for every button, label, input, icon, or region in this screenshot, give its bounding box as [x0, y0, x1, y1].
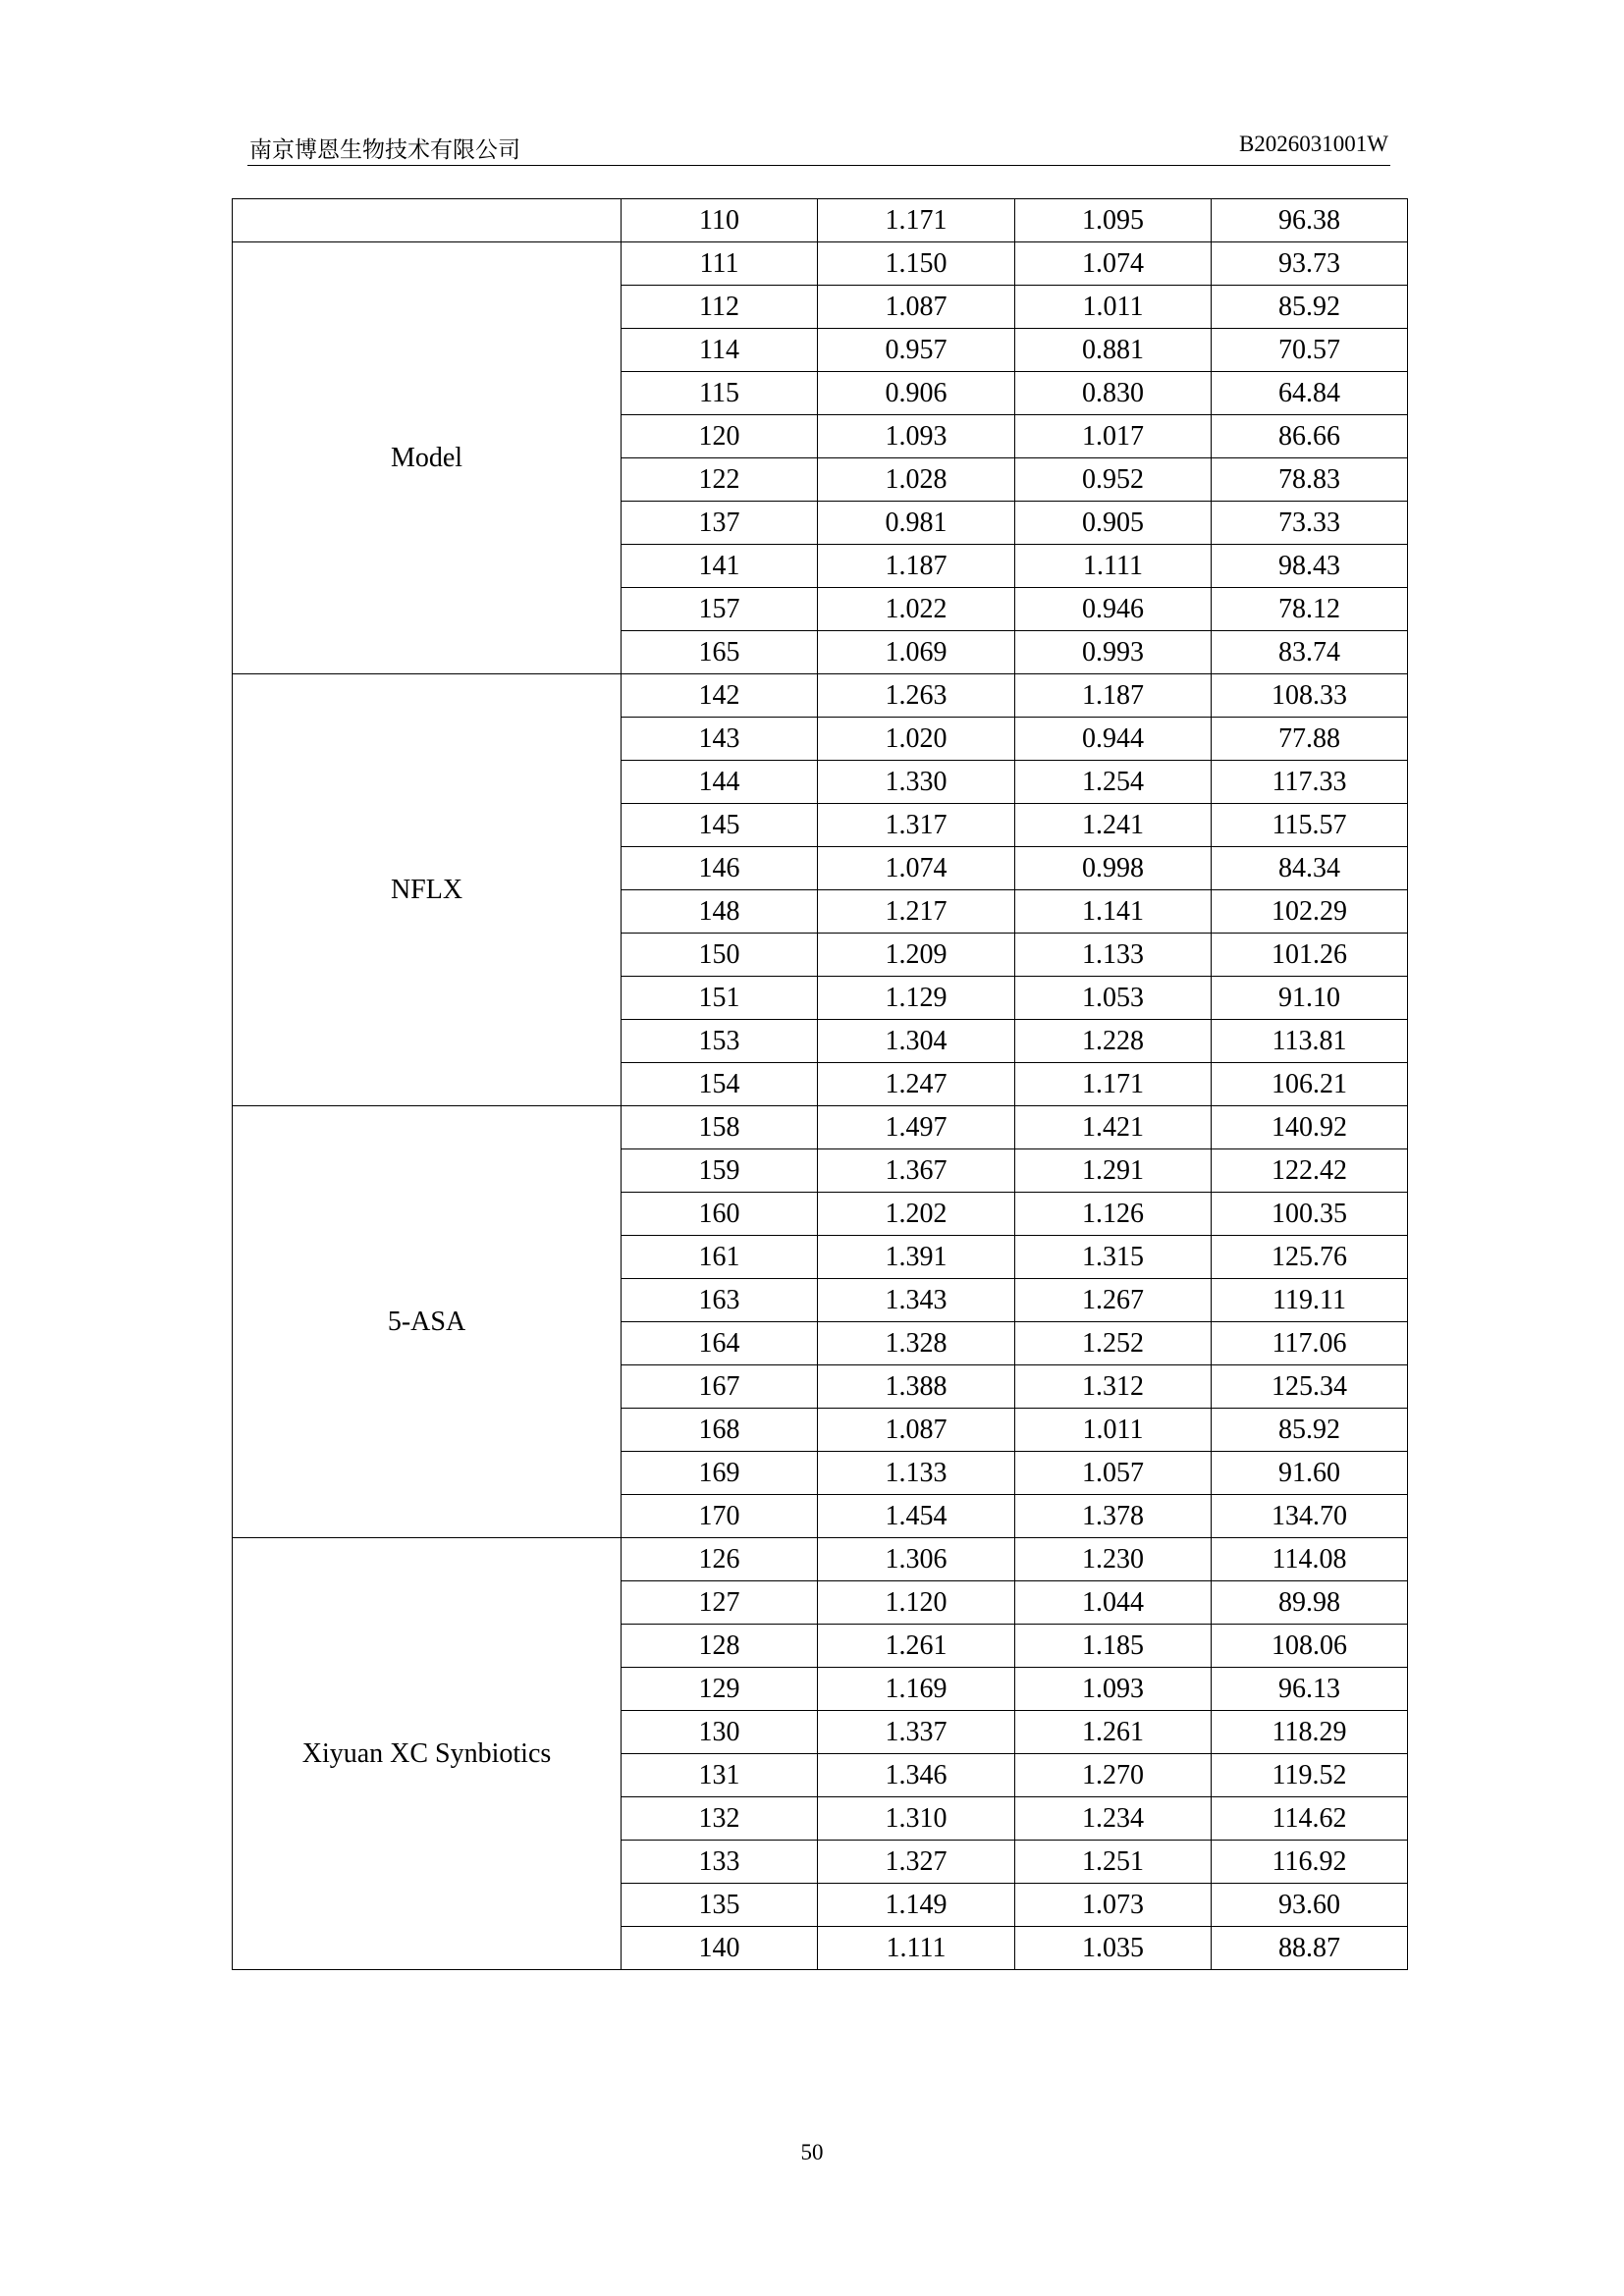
- table-cell: 1.346: [818, 1754, 1015, 1797]
- table-cell: 161: [622, 1236, 818, 1279]
- table-cell: 141: [622, 545, 818, 588]
- table-cell: 0.981: [818, 502, 1015, 545]
- table-cell: 89.98: [1212, 1581, 1408, 1625]
- table-cell: 146: [622, 847, 818, 890]
- table-cell: 125.34: [1212, 1365, 1408, 1409]
- table-cell: 112: [622, 286, 818, 329]
- page-number: 50: [800, 2140, 824, 2164]
- table-cell: 154: [622, 1063, 818, 1106]
- table-cell: 168: [622, 1409, 818, 1452]
- table-cell: 1.230: [1015, 1538, 1212, 1581]
- table-cell: 170: [622, 1495, 818, 1538]
- table-cell: 108.06: [1212, 1625, 1408, 1668]
- table-cell: 1.011: [1015, 286, 1212, 329]
- table-cell: 115: [622, 372, 818, 415]
- group-label-cell: Model: [233, 242, 622, 674]
- table-cell: 101.26: [1212, 934, 1408, 977]
- table-row: [233, 1106, 1408, 1149]
- table-cell: 78.83: [1212, 458, 1408, 502]
- table-cell: 134.70: [1212, 1495, 1408, 1538]
- document-code: B2026031001W: [1238, 132, 1388, 156]
- table-cell: 1.328: [818, 1322, 1015, 1365]
- table-cell: 0.998: [1015, 847, 1212, 890]
- table-cell: 158: [622, 1106, 818, 1149]
- table-cell: 145: [622, 804, 818, 847]
- table-cell: 1.133: [1015, 934, 1212, 977]
- table-cell: 91.60: [1212, 1452, 1408, 1495]
- table-cell: 129: [622, 1668, 818, 1711]
- table-cell: 0.830: [1015, 372, 1212, 415]
- table-cell: 1.378: [1015, 1495, 1212, 1538]
- table-cell: 1.044: [1015, 1581, 1212, 1625]
- table-cell: 106.21: [1212, 1063, 1408, 1106]
- company-name: 南京博恩生物技术有限公司: [249, 137, 520, 162]
- table-cell: 1.254: [1015, 761, 1212, 804]
- table-cell: 0.944: [1015, 718, 1212, 761]
- table-cell: 102.29: [1212, 890, 1408, 934]
- table-cell: 159: [622, 1149, 818, 1193]
- table-cell: 70.57: [1212, 329, 1408, 372]
- table-cell: 117.33: [1212, 761, 1408, 804]
- table-cell: 1.111: [1015, 545, 1212, 588]
- table-cell: 150: [622, 934, 818, 977]
- table-cell: 0.952: [1015, 458, 1212, 502]
- table-cell: 126: [622, 1538, 818, 1581]
- table-cell: 1.367: [818, 1149, 1015, 1193]
- table-cell: 165: [622, 631, 818, 674]
- table-cell: 122: [622, 458, 818, 502]
- group-label-cell: 5-ASA: [233, 1106, 622, 1538]
- table-cell: 0.993: [1015, 631, 1212, 674]
- table-cell: 64.84: [1212, 372, 1408, 415]
- table-cell: 1.306: [818, 1538, 1015, 1581]
- table-cell: 1.133: [818, 1452, 1015, 1495]
- table-cell: 1.388: [818, 1365, 1015, 1409]
- table-cell: 1.126: [1015, 1193, 1212, 1236]
- table-cell: 1.011: [1015, 1409, 1212, 1452]
- table-cell: 1.028: [818, 458, 1015, 502]
- table-cell: 143: [622, 718, 818, 761]
- table-row: [233, 674, 1408, 718]
- table-cell: 96.13: [1212, 1668, 1408, 1711]
- table-cell: 151: [622, 977, 818, 1020]
- table-cell: 1.035: [1015, 1927, 1212, 1970]
- table-cell: 1.391: [818, 1236, 1015, 1279]
- table-cell: 1.330: [818, 761, 1015, 804]
- table-cell: 93.60: [1212, 1884, 1408, 1927]
- table-cell: 119.11: [1212, 1279, 1408, 1322]
- table-cell: 1.187: [1015, 674, 1212, 718]
- table-cell: 1.171: [1015, 1063, 1212, 1106]
- table-cell: 88.87: [1212, 1927, 1408, 1970]
- table-cell: 84.34: [1212, 847, 1408, 890]
- table-row: [233, 242, 1408, 286]
- table-cell: 144: [622, 761, 818, 804]
- table-cell: 1.202: [818, 1193, 1015, 1236]
- table-cell: 1.053: [1015, 977, 1212, 1020]
- table-cell: 1.234: [1015, 1797, 1212, 1841]
- table-cell: 110: [622, 199, 818, 242]
- table-cell: 1.241: [1015, 804, 1212, 847]
- table-cell: 1.120: [818, 1581, 1015, 1625]
- table-cell: 122.42: [1212, 1149, 1408, 1193]
- table-cell: 1.069: [818, 631, 1015, 674]
- table-cell: 1.312: [1015, 1365, 1212, 1409]
- table-cell: 1.187: [818, 545, 1015, 588]
- table-cell: 132: [622, 1797, 818, 1841]
- table-cell: 108.33: [1212, 674, 1408, 718]
- table-cell: 1.209: [818, 934, 1015, 977]
- table-cell: 85.92: [1212, 1409, 1408, 1452]
- table-cell: 1.252: [1015, 1322, 1212, 1365]
- table-cell: 0.946: [1015, 588, 1212, 631]
- table-cell: 1.111: [818, 1927, 1015, 1970]
- table-cell: 157: [622, 588, 818, 631]
- table-cell: 1.022: [818, 588, 1015, 631]
- table-cell: 116.92: [1212, 1841, 1408, 1884]
- table-cell: 0.957: [818, 329, 1015, 372]
- table-cell: 1.497: [818, 1106, 1015, 1149]
- table-cell: 1.141: [1015, 890, 1212, 934]
- table-cell: 140.92: [1212, 1106, 1408, 1149]
- table-cell: 142: [622, 674, 818, 718]
- table-cell: 78.12: [1212, 588, 1408, 631]
- table-cell: 1.093: [818, 415, 1015, 458]
- page-header: [247, 132, 1390, 166]
- table-cell: 1.310: [818, 1797, 1015, 1841]
- table-cell: 118.29: [1212, 1711, 1408, 1754]
- table-cell: 1.261: [818, 1625, 1015, 1668]
- table-cell: 169: [622, 1452, 818, 1495]
- table-cell: 137: [622, 502, 818, 545]
- table-cell: 1.317: [818, 804, 1015, 847]
- table-cell: 115.57: [1212, 804, 1408, 847]
- table-cell: 1.315: [1015, 1236, 1212, 1279]
- table-cell: 114.08: [1212, 1538, 1408, 1581]
- table-cell: 0.905: [1015, 502, 1212, 545]
- table-cell: 96.38: [1212, 199, 1408, 242]
- table-cell: 1.129: [818, 977, 1015, 1020]
- table-cell: 131: [622, 1754, 818, 1797]
- table-cell: 1.017: [1015, 415, 1212, 458]
- table-cell: 111: [622, 242, 818, 286]
- group-label-cell: Xiyuan XC Synbiotics: [233, 1538, 622, 1970]
- table-cell: 1.261: [1015, 1711, 1212, 1754]
- table-cell: 1.270: [1015, 1754, 1212, 1797]
- table-cell: 127: [622, 1581, 818, 1625]
- table-cell: 167: [622, 1365, 818, 1409]
- table-cell: 153: [622, 1020, 818, 1063]
- table-cell: 135: [622, 1884, 818, 1927]
- table-cell: 1.057: [1015, 1452, 1212, 1495]
- data-table-body: [233, 199, 1408, 1970]
- group-label-cell: NFLX: [233, 674, 622, 1106]
- table-cell: 73.33: [1212, 502, 1408, 545]
- table-cell: 91.10: [1212, 977, 1408, 1020]
- table-cell: 1.247: [818, 1063, 1015, 1106]
- table-cell: 1.169: [818, 1668, 1015, 1711]
- table-cell: 1.304: [818, 1020, 1015, 1063]
- table-cell: 1.093: [1015, 1668, 1212, 1711]
- table-cell: 93.73: [1212, 242, 1408, 286]
- table-cell: 1.185: [1015, 1625, 1212, 1668]
- table-cell: 140: [622, 1927, 818, 1970]
- table-cell: 1.150: [818, 242, 1015, 286]
- table-cell: 0.881: [1015, 329, 1212, 372]
- table-cell: 85.92: [1212, 286, 1408, 329]
- group-label-cell: [233, 199, 622, 242]
- table-cell: 163: [622, 1279, 818, 1322]
- table-cell: 98.43: [1212, 545, 1408, 588]
- table-cell: 130: [622, 1711, 818, 1754]
- table-cell: 1.020: [818, 718, 1015, 761]
- table-cell: 1.217: [818, 890, 1015, 934]
- table-cell: 160: [622, 1193, 818, 1236]
- table-cell: 1.454: [818, 1495, 1015, 1538]
- table-cell: 148: [622, 890, 818, 934]
- table-cell: 120: [622, 415, 818, 458]
- table-cell: 1.228: [1015, 1020, 1212, 1063]
- table-cell: 1.095: [1015, 199, 1212, 242]
- table-cell: 1.074: [818, 847, 1015, 890]
- table-cell: 1.087: [818, 1409, 1015, 1452]
- table-cell: 128: [622, 1625, 818, 1668]
- table-cell: 133: [622, 1841, 818, 1884]
- table-cell: 1.421: [1015, 1106, 1212, 1149]
- table-cell: 1.263: [818, 674, 1015, 718]
- table-cell: 100.35: [1212, 1193, 1408, 1236]
- table-row: [233, 1538, 1408, 1581]
- table-cell: 1.251: [1015, 1841, 1212, 1884]
- table-cell: 125.76: [1212, 1236, 1408, 1279]
- table-cell: 1.343: [818, 1279, 1015, 1322]
- table-cell: 83.74: [1212, 631, 1408, 674]
- table-cell: 1.074: [1015, 242, 1212, 286]
- table-cell: 1.149: [818, 1884, 1015, 1927]
- table-cell: 0.906: [818, 372, 1015, 415]
- table-cell: 1.291: [1015, 1149, 1212, 1193]
- table-cell: 1.327: [818, 1841, 1015, 1884]
- table-cell: 1.171: [818, 199, 1015, 242]
- table-cell: 1.073: [1015, 1884, 1212, 1927]
- table-cell: 1.267: [1015, 1279, 1212, 1322]
- table-cell: 114: [622, 329, 818, 372]
- table-cell: 1.337: [818, 1711, 1015, 1754]
- table-cell: 77.88: [1212, 718, 1408, 761]
- table-cell: 113.81: [1212, 1020, 1408, 1063]
- data-table: [232, 198, 1408, 1970]
- table-row: [233, 199, 1408, 242]
- table-cell: 117.06: [1212, 1322, 1408, 1365]
- table-cell: 86.66: [1212, 415, 1408, 458]
- table-cell: 164: [622, 1322, 818, 1365]
- table-cell: 1.087: [818, 286, 1015, 329]
- table-cell: 119.52: [1212, 1754, 1408, 1797]
- table-cell: 114.62: [1212, 1797, 1408, 1841]
